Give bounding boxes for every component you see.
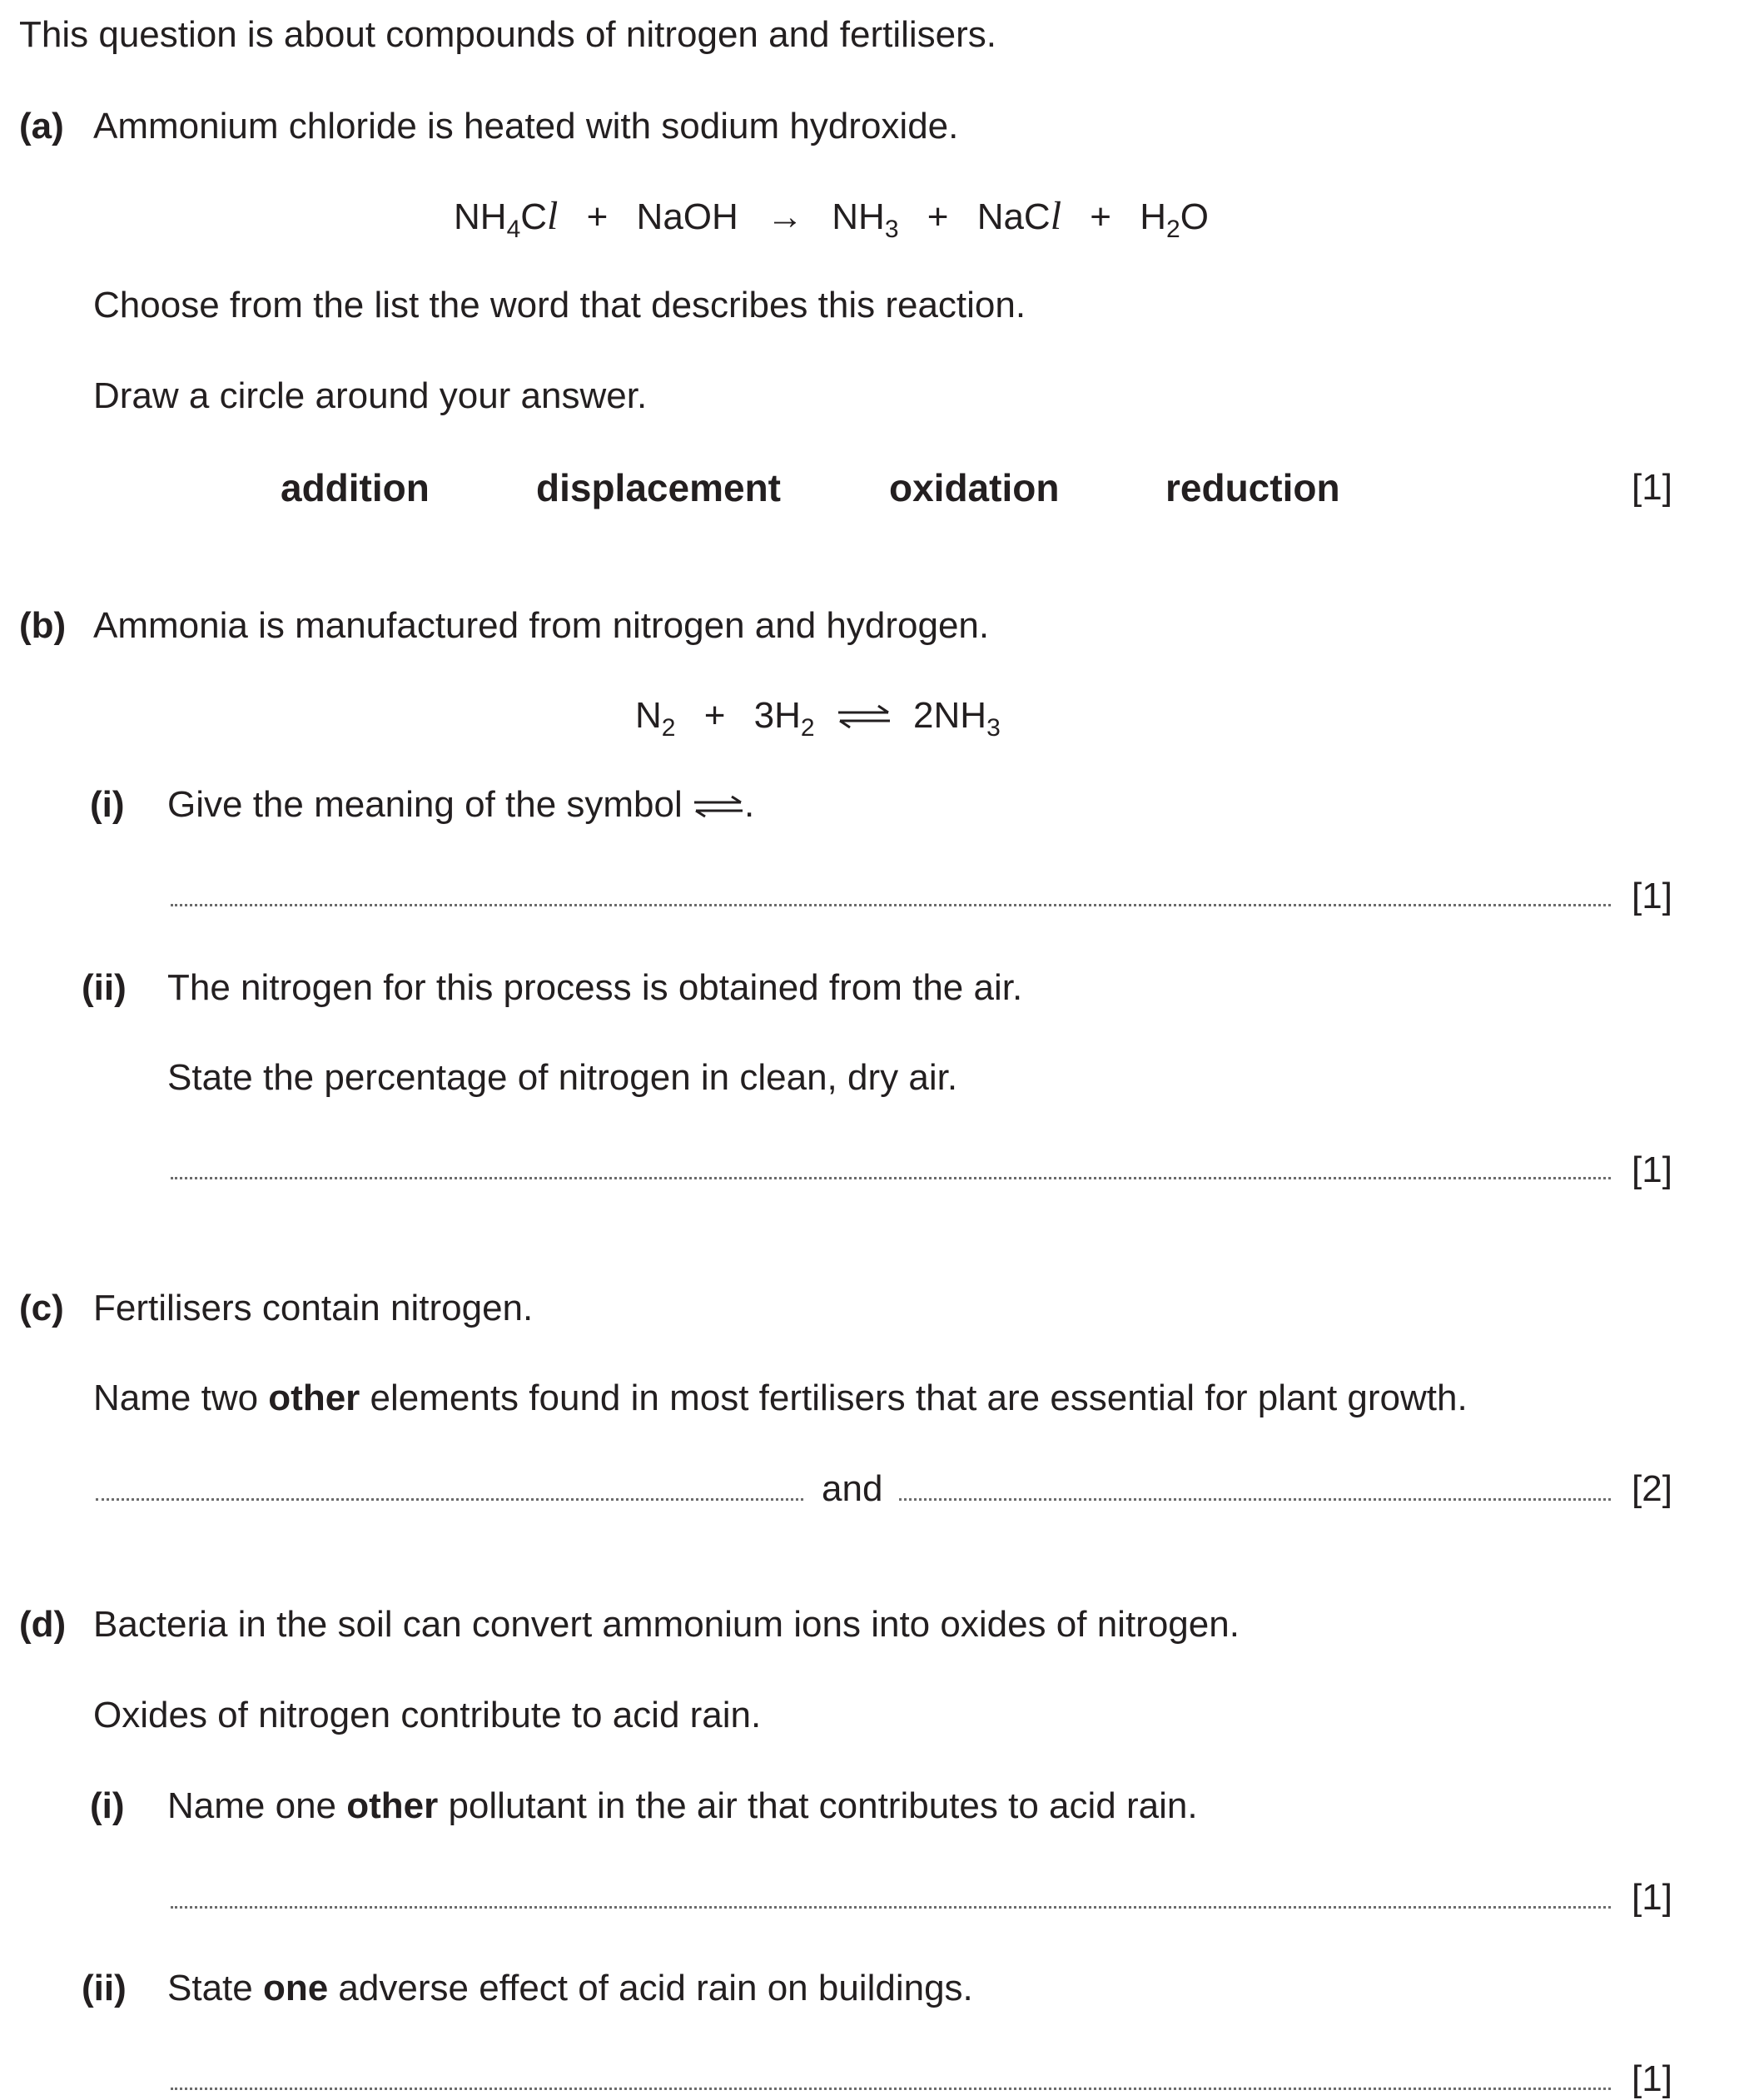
eq-a-product3: $H_2O$ bbox=[1140, 196, 1209, 243]
part-a-instruction-circle: Draw a circle around your answer. bbox=[93, 375, 648, 416]
eq-a-reactant1: $NH_4Cl$ bbox=[454, 194, 559, 243]
and-text: and bbox=[822, 1468, 883, 1509]
option-addition[interactable]: addition bbox=[281, 466, 430, 509]
eq-b-reactant2: $3H_2$ bbox=[753, 695, 815, 742]
part-a-label: (a) bbox=[19, 106, 64, 146]
answer-line-d-i[interactable] bbox=[171, 1906, 1611, 1909]
marks-b-ii: [1] bbox=[1632, 1149, 1672, 1190]
question-intro: This question is about compounds of nitrogen and fertilisers. bbox=[19, 14, 996, 55]
answer-line-d-ii[interactable] bbox=[171, 2088, 1611, 2090]
option-reduction[interactable]: reduction bbox=[1165, 466, 1340, 509]
answer-line-c-1[interactable] bbox=[96, 1498, 803, 1501]
part-b-i-question: Give the meaning of the symbol . bbox=[167, 784, 755, 825]
part-c-question: Name two other elements found in most fertilisers that are essential for plant growth. bbox=[93, 1378, 1468, 1418]
part-d-i-question: Name one other pollutant in the air that contributes to acid rain. bbox=[167, 1785, 1198, 1826]
part-b-label: (b) bbox=[19, 605, 67, 646]
part-d-text2: Oxides of nitrogen contribute to acid rain. bbox=[93, 1695, 762, 1735]
eq-b-reactant1: $N_2$ bbox=[635, 695, 676, 742]
part-c-label: (c) bbox=[19, 1288, 64, 1328]
part-d-ii-label: (ii) bbox=[82, 1968, 127, 2008]
eq-a-plus: + bbox=[586, 196, 609, 237]
eq-a-arrow: → bbox=[767, 196, 804, 237]
part-a-equation bbox=[454, 194, 1209, 243]
part-d-text: Bacteria in the soil can convert ammonium ions into oxides of nitrogen. bbox=[93, 1604, 1240, 1645]
marks-d-i: [1] bbox=[1632, 1877, 1672, 1918]
part-c-text: Fertilisers contain nitrogen. bbox=[93, 1288, 534, 1328]
part-b-equation bbox=[635, 695, 1001, 742]
eq-a-product2: NaCl bbox=[976, 194, 1062, 238]
marks-b-i: [1] bbox=[1632, 876, 1672, 916]
marks-a: [1] bbox=[1632, 467, 1672, 508]
part-b-i-label: (i) bbox=[90, 784, 125, 825]
part-b-text: Ammonia is manufactured from nitrogen and hydrogen. bbox=[93, 605, 990, 646]
part-b-ii-question: State the percentage of nitrogen in clean, dry air. bbox=[167, 1057, 958, 1098]
equilibrium-symbol-icon bbox=[693, 788, 744, 825]
marks-c: [2] bbox=[1632, 1468, 1672, 1509]
part-d-ii-question: State one adverse effect of acid rain on buildings. bbox=[167, 1968, 973, 2008]
eq-a-product1: $NH_3$ bbox=[832, 196, 899, 243]
option-displacement[interactable]: displacement bbox=[536, 466, 781, 509]
answer-line-b-i[interactable] bbox=[171, 904, 1611, 906]
eq-b-product1: $2NH_3$ bbox=[913, 695, 1001, 742]
part-d-i-label: (i) bbox=[90, 1785, 125, 1826]
part-d-label: (d) bbox=[19, 1604, 67, 1645]
answer-line-b-ii[interactable] bbox=[171, 1177, 1611, 1179]
part-b-ii-text: The nitrogen for this process is obtained from the air. bbox=[167, 967, 1023, 1008]
part-b-ii-label: (ii) bbox=[82, 967, 127, 1008]
eq-a-reactant2: NaOH bbox=[636, 196, 738, 237]
answer-line-c-2[interactable] bbox=[899, 1498, 1611, 1501]
eq-a-plus: + bbox=[1090, 196, 1111, 237]
marks-d-ii: [1] bbox=[1632, 2058, 1672, 2099]
equilibrium-arrows-icon bbox=[837, 699, 892, 736]
eq-b-plus: + bbox=[703, 695, 726, 736]
eq-a-plus: + bbox=[927, 196, 949, 237]
option-oxidation[interactable]: oxidation bbox=[889, 466, 1060, 509]
part-a-instruction-choose: Choose from the list the word that describes this reaction. bbox=[93, 285, 1026, 325]
part-a-text: Ammonium chloride is heated with sodium hydroxide. bbox=[93, 106, 959, 146]
